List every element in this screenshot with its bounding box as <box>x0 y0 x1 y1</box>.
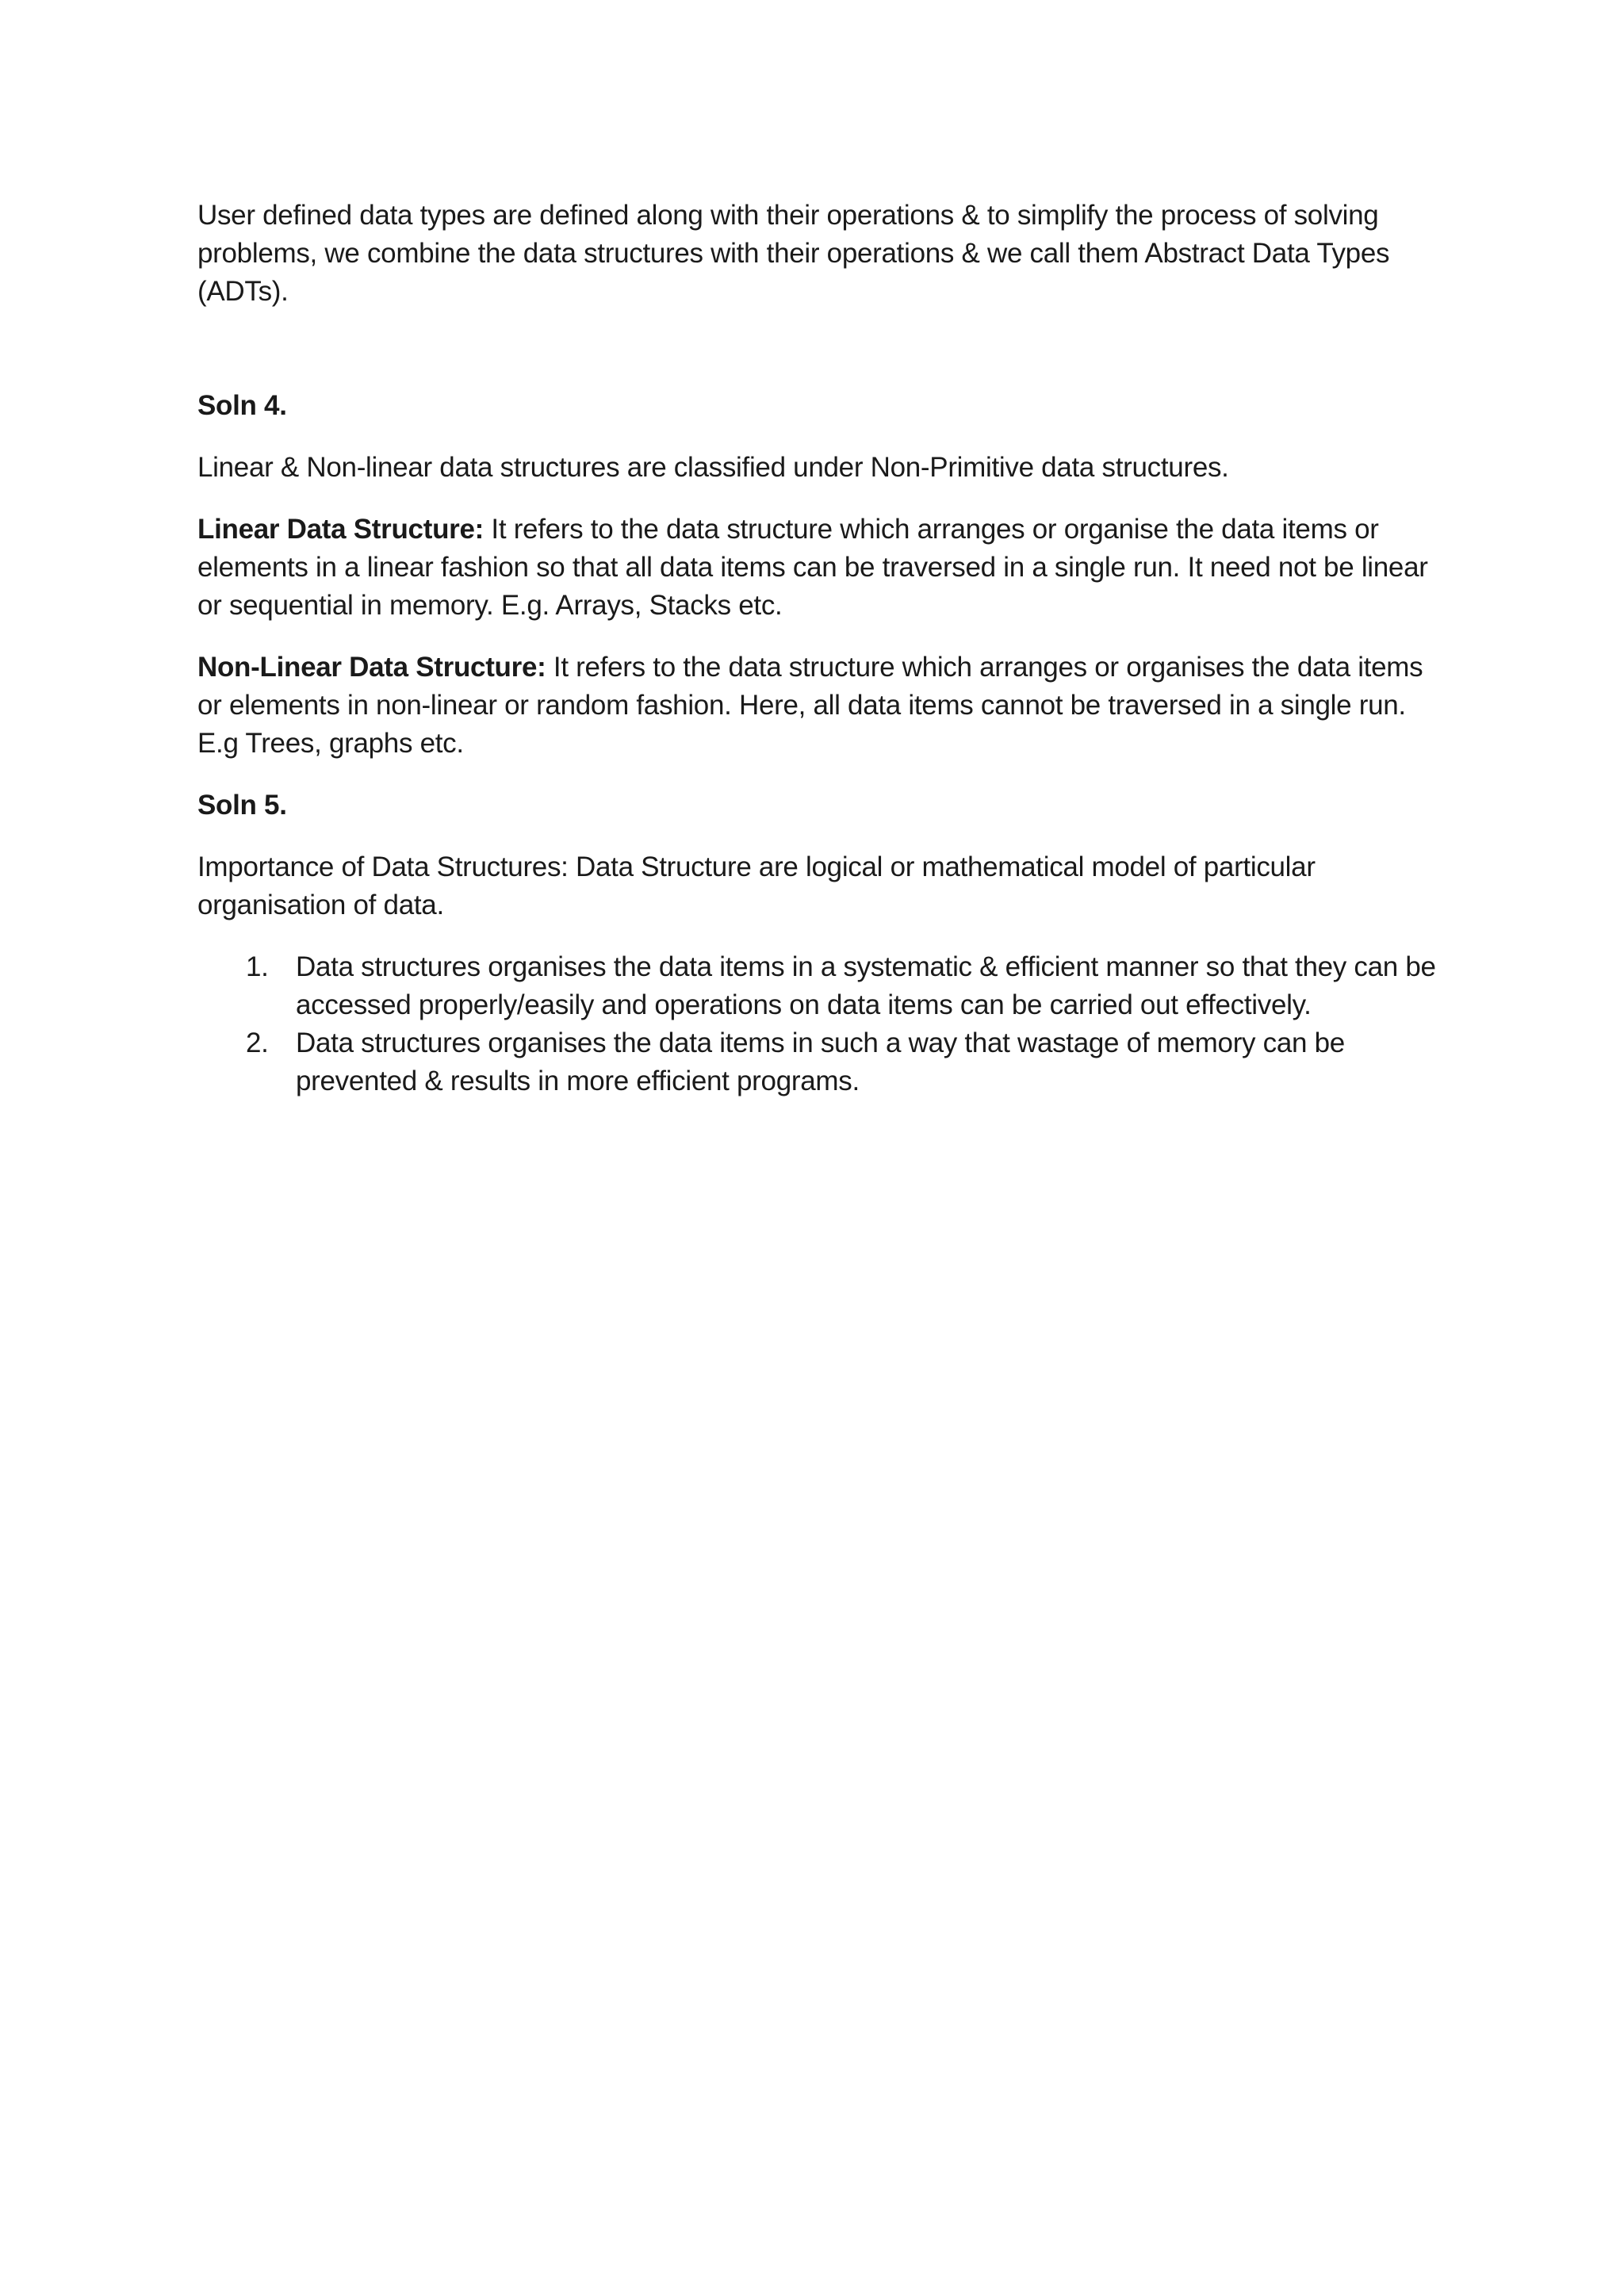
non-linear-data-structure-paragraph <box>197 649 1442 763</box>
linear-data-structure-paragraph <box>197 511 1442 625</box>
document-body <box>197 197 1442 1100</box>
non-linear-data-structure-term: Non-Linear Data Structure: <box>197 652 546 683</box>
linear-data-structure-term: Linear Data Structure: <box>197 514 484 545</box>
list-item-number: 1. <box>246 951 269 982</box>
soln-4-heading: Soln 4. <box>197 390 287 421</box>
list-item-text: Data structures organises the data items in a systematic & efficient manner so that they can be accessed properly/easily and operations on data items can be carried out effectively. <box>296 951 1436 1020</box>
list-item-text: Data structures organises the data items in such a way that wastage of memory can be prevented & results in more efficient programs. <box>296 1027 1345 1096</box>
soln-5-heading: Soln 5. <box>197 790 287 821</box>
intro-paragraph: User defined data types are defined along with their operations & to simplify the process of solving problems, we combine the data structures with their operations & we call them Abstract Data Types (ADTs). <box>197 200 1390 307</box>
linear-data-structure-definition: It refers to the data structure which arranges or organise the data items or elements in a linear fashion so that all data items can be traversed in a single run. It need not be linear or sequential in memory. E.g. Arrays, Stacks etc. <box>197 514 1428 621</box>
list-item <box>197 1024 1442 1100</box>
importance-list <box>197 948 1442 1100</box>
list-item <box>197 948 1442 1024</box>
list-item-number: 2. <box>246 1027 269 1058</box>
soln-4-intro-paragraph: Linear & Non-linear data structures are classified under Non-Primitive data structures. <box>197 452 1229 483</box>
soln-5-intro-paragraph: Importance of Data Structures: Data Structure are logical or mathematical model of particular organisation of data. <box>197 851 1316 920</box>
non-linear-data-structure-definition: It refers to the data structure which arranges or organises the data items or elements in non-linear or random fashion. Here, all data items cannot be traversed in a single run. E.g Trees, graphs etc. <box>197 652 1423 759</box>
